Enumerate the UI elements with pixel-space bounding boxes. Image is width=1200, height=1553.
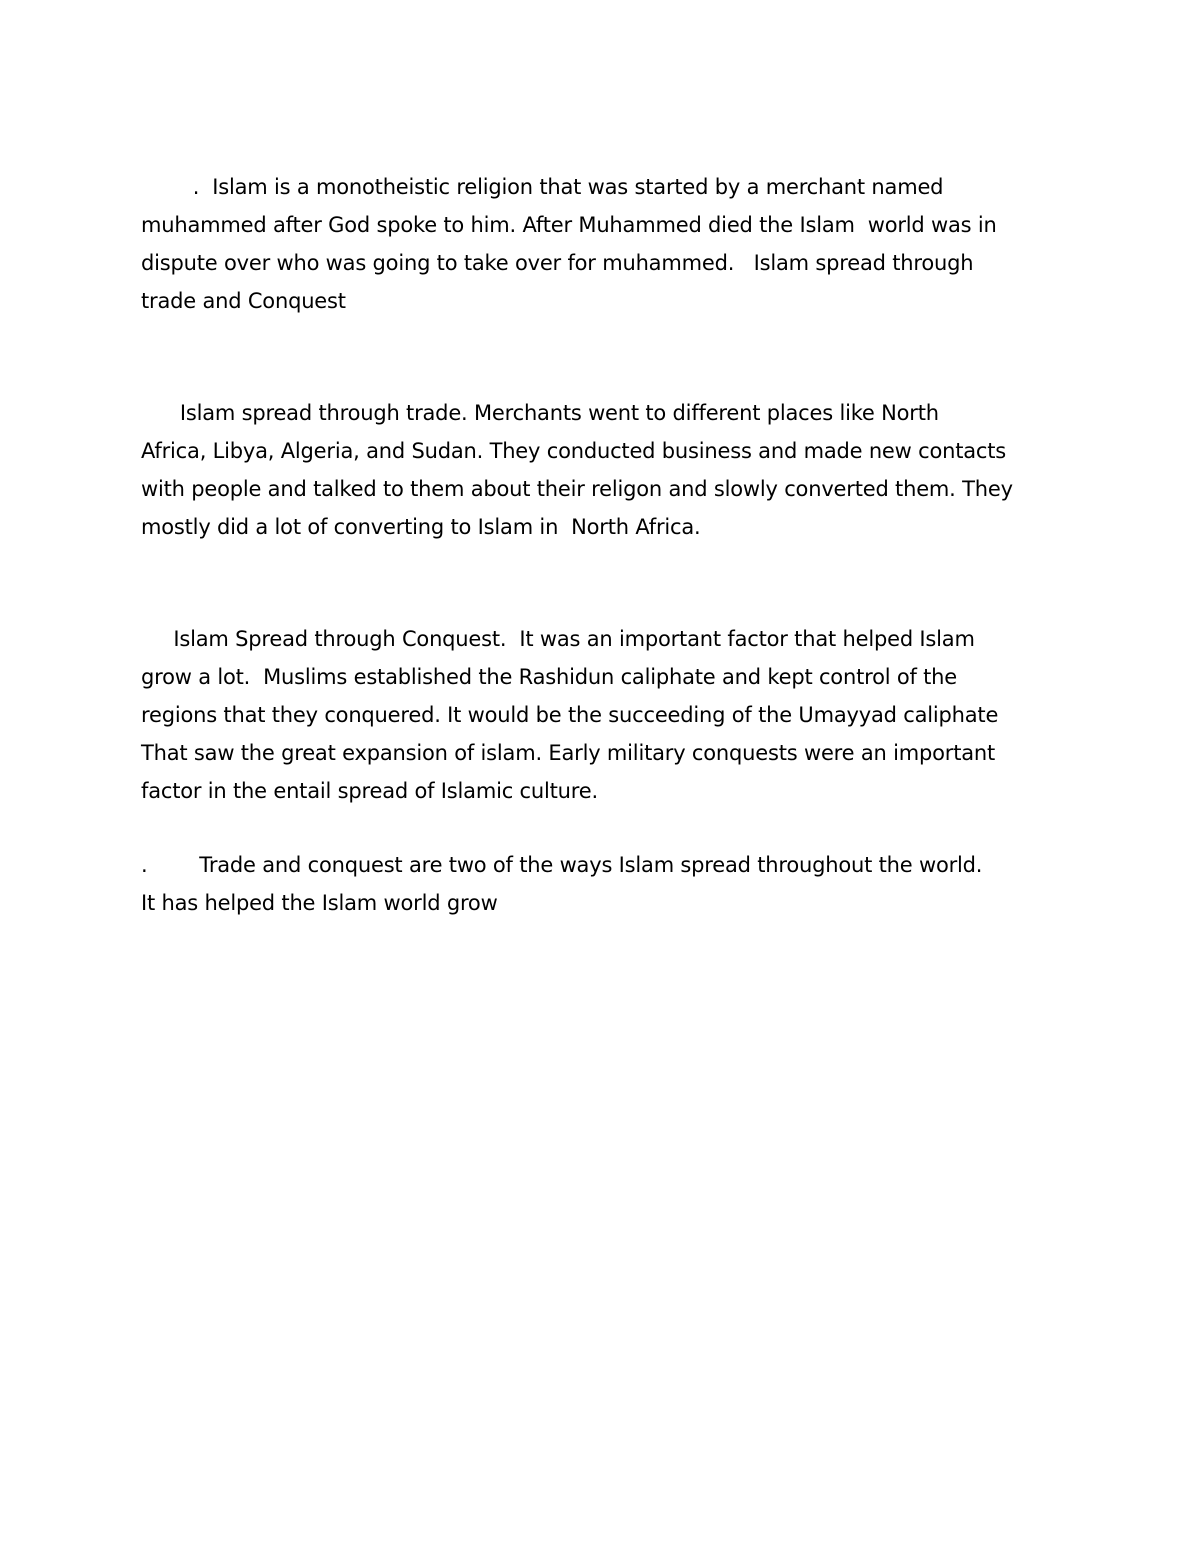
- text-line: Africa, Libya, Algeria, and Sudan. They conducted business and made new contacts: [141, 439, 1007, 463]
- text-line: trade and Conquest: [141, 289, 346, 313]
- text-line: Islam Spread through Conquest. It was an important factor that helped Islam: [141, 627, 975, 651]
- paragraph-conclusion: [141, 846, 1081, 922]
- text-line: . Trade and conquest are two of the ways Islam spread throughout the world.: [141, 853, 983, 877]
- text-line: regions that they conquered. It would be the succeeding of the Umayyad caliphate: [141, 703, 999, 727]
- text-line: muhammed after God spoke to him. After Muhammed died the Islam world was in: [141, 213, 997, 237]
- paragraph-conquest: [141, 620, 1081, 810]
- text-line: Islam spread through trade. Merchants went to different places like North: [141, 401, 939, 425]
- paragraph-introduction: [141, 168, 1081, 320]
- paragraph-trade: [141, 394, 1081, 546]
- text-line: It has helped the Islam world grow: [141, 891, 498, 915]
- text-line: . Islam is a monotheistic religion that was started by a merchant named: [141, 175, 944, 199]
- text-line: dispute over who was going to take over for muhammed. Islam spread through: [141, 251, 974, 275]
- text-line: with people and talked to them about their religon and slowly converted them. They: [141, 477, 1013, 501]
- text-line: grow a lot. Muslims established the Rashidun caliphate and kept control of the: [141, 665, 958, 689]
- text-line: factor in the entail spread of Islamic culture.: [141, 779, 598, 803]
- text-line: That saw the great expansion of islam. Early military conquests were an important: [141, 741, 996, 765]
- text-line: mostly did a lot of converting to Islam in North Africa.: [141, 515, 701, 539]
